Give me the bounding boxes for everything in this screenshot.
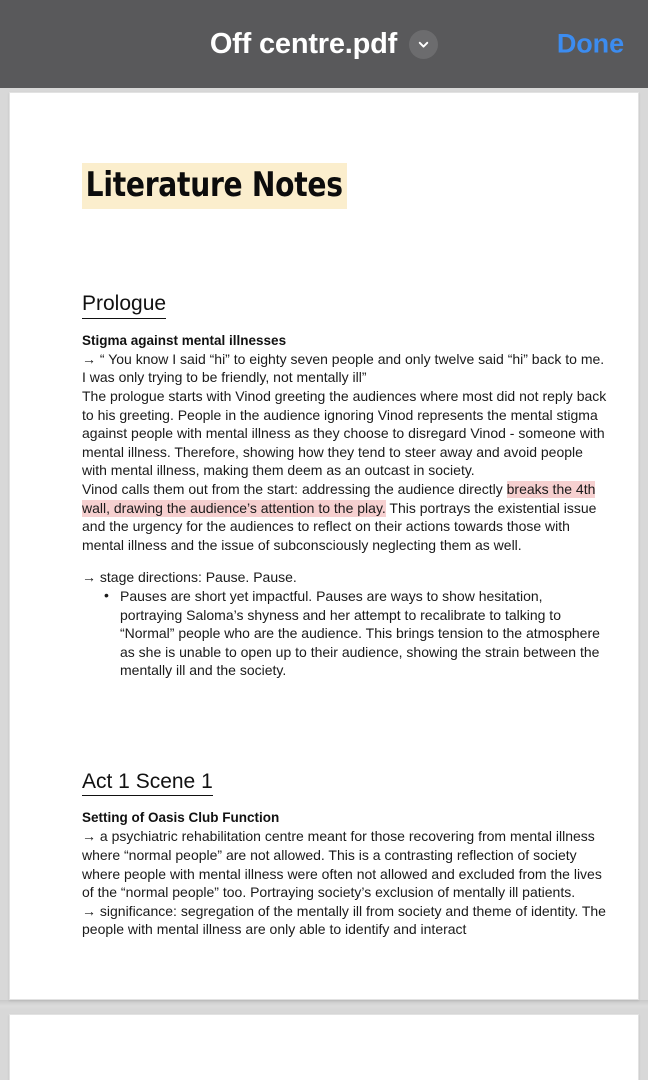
section-act1scene1 xyxy=(82,728,608,796)
doc-title-row xyxy=(82,163,608,209)
bullet-list xyxy=(82,587,608,680)
chevron-down-icon[interactable] xyxy=(409,30,438,59)
list-item: • Pauses are short yet impactful. Pauses are ways to show hesitation, portraying Saloma’s shyness and her attempt to recalibrate to talking to “Normal” people who are the audience. This brings tension to the atmosphere as she is unable to open up to their audience, showing the strain between the mentally ill and the society. xyxy=(82,587,608,680)
section-heading-prologue: Prologue xyxy=(82,291,166,318)
pink-highlight-text: breaks the 4th wall, drawing the audience’s attention to the play. xyxy=(82,481,596,516)
pdf-viewer-toolbar xyxy=(0,0,648,88)
document-title: Off centre.pdf xyxy=(209,27,398,60)
page-content xyxy=(10,93,638,939)
analysis-paragraph-2-pre: Vinod calls them out from the start: addressing the audience directly xyxy=(82,481,507,498)
analysis-paragraph-2-post: This portrays the existential issue and the urgency for the audiences to reflect on their actions towards those with mental illness and the issue of subconsciously neglecting them as well. xyxy=(82,499,597,553)
pdf-scroll-area[interactable] xyxy=(0,88,648,1080)
stage-directions-line: → stage directions: Pause. Pause. xyxy=(82,569,297,586)
setting-paragraph-1: → a psychiatric rehabilitation centre meant for those recovering from mental illness where “normal people” are not allowed. This is a contrasting reflection of society where people with mental illness were often not allowed and excluded from the lives of the “normal people” too. Portraying society’s exclusion of mentally ill patients. xyxy=(82,828,602,901)
paragraph-spacer xyxy=(82,554,608,568)
page-separator xyxy=(0,1000,648,1010)
section-prologue xyxy=(82,250,608,318)
pdf-page-1 xyxy=(9,92,639,1000)
analysis-paragraph-1: The prologue starts with Vinod greeting the audiences where most did not reply back to his greeting. People in the audience ignoring Vinod represents the mental stigma against people with mental illness as they choose to disregard Vinod - someone with mental illness. Therefore, showing how they tend to steer away and avoid people with mental illness, making them deem as an outcast in society. xyxy=(82,388,607,479)
section-heading-act1scene1: Act 1 Scene 1 xyxy=(82,769,213,796)
page-title: Literature Notes xyxy=(82,163,347,209)
done-button[interactable]: Done xyxy=(556,28,624,59)
subheading-stigma: Stigma against mental illnesses xyxy=(82,332,287,348)
setting-paragraph-2: → significance: segregation of the mentally ill from society and theme of identity. The people with mental illness are only able to identify and interact xyxy=(82,902,606,938)
quote-paragraph: → “ You know I said “hi” to eighty seven people and only twelve said “hi” back to me. I was only trying to be friendly, not mentally ill” xyxy=(82,350,605,386)
subheading-setting: Setting of Oasis Club Function xyxy=(82,810,280,826)
pdf-page-2 xyxy=(9,1014,639,1080)
analysis-paragraph-2 xyxy=(82,480,608,554)
document-title-group[interactable] xyxy=(209,27,438,60)
